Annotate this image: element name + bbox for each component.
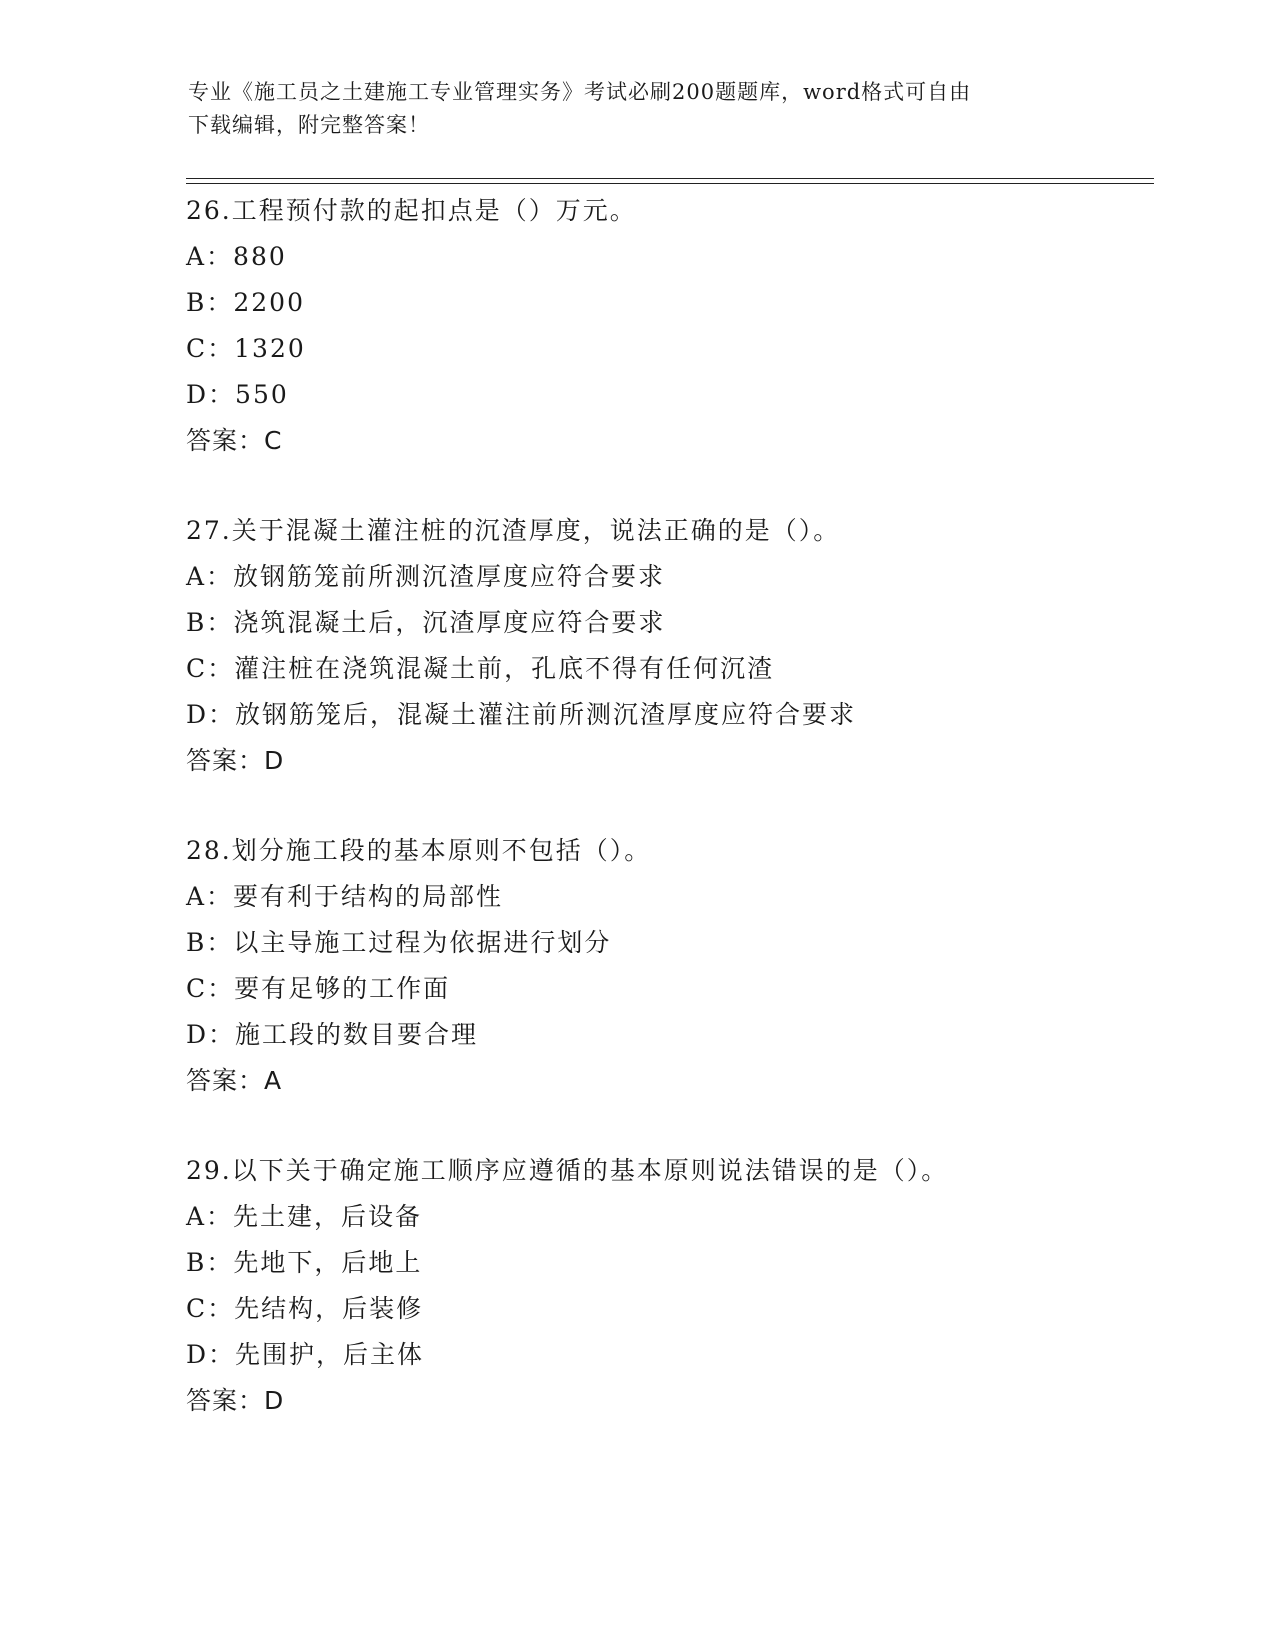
option-b: B：以主导施工过程为依据进行划分 xyxy=(186,928,612,957)
option-c: C：先结构，后装修 xyxy=(186,1294,424,1323)
header-line-2: 下载编辑，附完整答案！ xyxy=(188,113,430,137)
option-d: D：先围护，后主体 xyxy=(186,1340,425,1369)
question-26 xyxy=(186,188,1146,508)
option-b: B：先地下，后地上 xyxy=(186,1248,423,1277)
answer-line: 答案：A xyxy=(186,1066,283,1095)
question-stem: 27.关于混凝土灌注桩的沉渣厚度，说法正确的是（）。 xyxy=(186,516,841,545)
question-stem: 29.以下关于确定施工顺序应遵循的基本原则说法错误的是（）。 xyxy=(186,1156,949,1185)
option-b: B：2200 xyxy=(186,288,305,317)
question-stem: 28.划分施工段的基本原则不包括（）。 xyxy=(186,836,652,865)
answer-line: 答案：D xyxy=(186,746,285,775)
header-divider xyxy=(186,178,1154,184)
option-a: A：放钢筋笼前所测沉渣厚度应符合要求 xyxy=(186,562,666,591)
document-header xyxy=(188,76,1088,142)
answer-line: 答案：D xyxy=(186,1386,285,1415)
header-line-1: 专业《施工员之土建施工专业管理实务》考试必刷200题题库，word格式可自由 xyxy=(188,80,972,104)
question-stem: 26.工程预付款的起扣点是（）万元。 xyxy=(186,196,637,225)
option-d: D：施工段的数目要合理 xyxy=(186,1020,479,1049)
option-c: C：灌注桩在浇筑混凝土前，孔底不得有任何沉渣 xyxy=(186,654,775,683)
question-list xyxy=(186,188,1146,1468)
option-a: A：要有利于结构的局部性 xyxy=(186,882,504,911)
option-c: C：1320 xyxy=(186,334,306,363)
question-28 xyxy=(186,828,1146,1148)
option-d: D：放钢筋笼后，混凝土灌注前所测沉渣厚度应符合要求 xyxy=(186,700,857,729)
answer-line: 答案：C xyxy=(186,426,283,455)
option-b: B：浇筑混凝土后，沉渣厚度应符合要求 xyxy=(186,608,666,637)
question-27 xyxy=(186,508,1146,828)
option-a: A：先土建，后设备 xyxy=(186,1202,423,1231)
question-29 xyxy=(186,1148,1146,1468)
option-d: D：550 xyxy=(186,380,289,409)
option-a: A：880 xyxy=(186,242,287,271)
option-c: C：要有足够的工作面 xyxy=(186,974,451,1003)
